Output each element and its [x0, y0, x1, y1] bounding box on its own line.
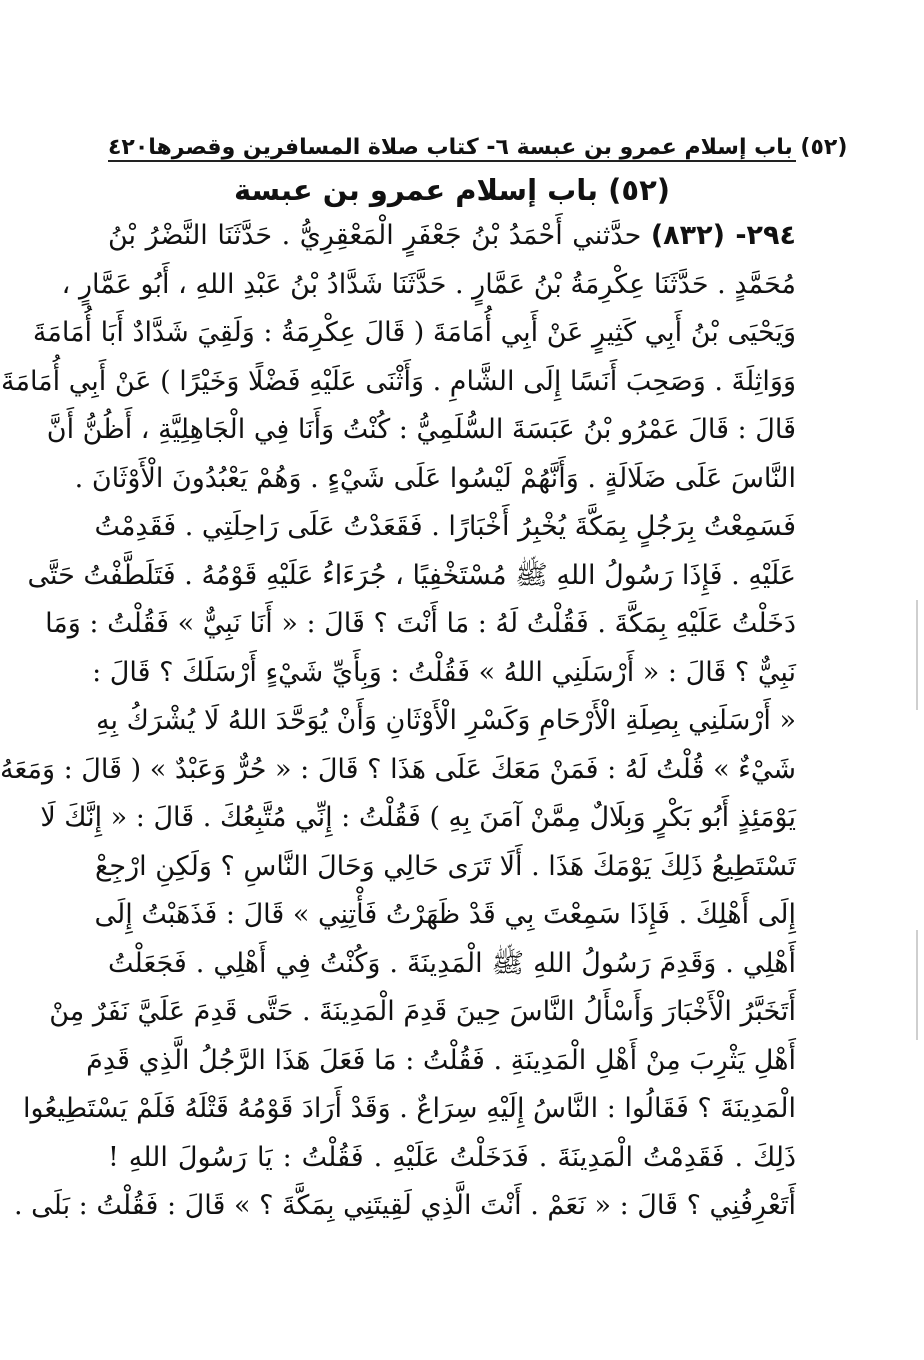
text-line: شَيْءٌ » قُلْتُ لَهُ : فَمَنْ مَعَكَ عَلَى هَذَا ؟ قَالَ : « حُرٌّ وَعَبْدٌ » ( قَالَ : وَمَعَهُ	[0, 753, 796, 785]
page-header	[108, 122, 848, 160]
text-line	[108, 212, 796, 261]
hadith-number: ٢٩٤- (٨٣٢)	[650, 220, 796, 251]
text-line: النَّاسَ عَلَى ضَلَالَةٍ . وَأَنَّهُمْ لَيْسُوا عَلَى شَيْءٍ . وَهُمْ يَعْبُدُونَ الْأَوْثَانَ .	[74, 462, 796, 494]
text-line: قَالَ : قَالَ عَمْرُو بْنُ عَبَسَةَ السُّلَمِيُّ : كُنْتُ وَأَنَا فِي الْجَاهِلِيَّةِ ، أَظُنُّ أَنَّ	[46, 414, 796, 445]
hadith-text	[0, 212, 796, 1231]
text-line: أَهْلِ يَثْرِبَ مِنْ أَهْلِ الْمَدِينَةِ . فَقُلْتُ : مَا فَعَلَ هَذَا الرَّجُلُ الَّذِي قَدِمَ	[86, 1044, 796, 1076]
header-rule	[108, 160, 796, 162]
text-line: فَسَمِعْتُ بِرَجُلٍ بِمَكَّةَ يُخْبِرُ أَخْبَارًا . فَقَعَدْتُ عَلَى رَاحِلَتِي . فَقَدِمْتُ	[94, 511, 796, 542]
text-line: أَتَخَبَّرُ الْأَخْبَارَ وَأَسْأَلُ النَّاسَ حِينَ قَدِمَ الْمَدِينَةَ . حَتَّى قَدِمَ عَلَيَّ نَفَرٌ مِنْ	[49, 996, 796, 1027]
page-edge-marks	[904, 0, 924, 1360]
running-title: (٥٢) باب إسلام عمرو بن عبسة ٦- كتاب صلاة المسافرين وقصرها	[148, 135, 848, 160]
text-line: عَلَيْهِ . فَإِذَا رَسُولُ اللهِ ﷺ مُسْتَخْفِيًا ، جُرَءَاءُ عَلَيْهِ قَوْمُهُ . فَتَلَطَّفْتُ حَتَّى	[27, 559, 796, 591]
text-line: دَخَلْتُ عَلَيْهِ بِمَكَّةَ . فَقُلْتُ لَهُ : مَا أَنْتَ ؟ قَالَ : « أَنَا نَبِيٌّ » فَقُلْتُ : وَمَا	[45, 608, 796, 639]
text-line: الْمَدِينَةَ ؟ فَقَالُوا : النَّاسُ إِلَيْهِ سِرَاعٌ . وَقَدْ أَرَادَ قَوْمُهُ قَتْلَهُ فَلَمْ يَسْتَطِيعُوا	[22, 1093, 796, 1124]
text-line: أَهْلِي . وَقَدِمَ رَسُولُ اللهِ ﷺ الْمَدِينَةَ . وَكُنْتُ فِي أَهْلِي . فَجَعَلْتُ	[108, 947, 796, 979]
text-line: تَسْتَطِيعُ ذَلِكَ يَوْمَكَ هَذَا . أَلَا تَرَى حَالِي وَحَالَ النَّاسِ ؟ وَلَكِنِ ارْجِعْ	[95, 850, 796, 882]
text-line: يَوْمَئِذٍ أَبُو بَكْرٍ وَبِلَالٌ مِمَّنْ آمَنَ بِهِ ) فَقُلْتُ : إِنِّي مُتَّبِعُكَ . قَالَ : « إِنَّكَ لَا	[40, 802, 796, 833]
page-number: ٤٢٠	[108, 135, 149, 160]
text-line: ذَلِكَ . فَقَدِمْتُ الْمَدِينَةَ . فَدَخَلْتُ عَلَيْهِ . فَقُلْتُ : يَا رَسُولَ اللهِ !	[108, 1141, 796, 1173]
text-line: وَوَاثِلَةَ . وَصَحِبَ أَنَسًا إِلَى الشَّامِ . وَأَثْنَى عَلَيْهِ فَضْلًا وَخَيْرًا ) عَنْ أَبِي أُمَامَةَ	[1, 365, 796, 397]
text-line: « أَرْسَلَنِي بِصِلَةِ الْأَرْحَامِ وَكَسْرِ الْأَوْثَانِ وَأَنْ يُوَحَّدَ اللهُ لَا يُشْرَكُ بِهِ	[96, 705, 796, 736]
text-line: نَبِيٌّ ؟ قَالَ : « أَرْسَلَنِي اللهُ » فَقُلْتُ : وَبِأَيِّ شَيْءٍ أَرْسَلَكَ ؟ قَالَ :	[92, 656, 796, 688]
text-line: أَتَعْرِفُنِي ؟ قَالَ : « نَعَمْ . أَنْتَ الَّذِي لَقِيتَنِي بِمَكَّةَ ؟ » قَالَ : فَقُلْتُ : بَلَى .	[13, 1190, 796, 1221]
edge-mark	[916, 930, 918, 1040]
text-line: وَيَحْيَى بْنُ أَبِي كَثِيرٍ عَنْ أَبِي أُمَامَةَ ( قَالَ عِكْرِمَةُ : وَلَقِيَ شَدَّادٌ أَبَا أُمَامَةَ	[32, 317, 796, 348]
text-line: إِلَى أَهْلِكَ . فَإِذَا سَمِعْتَ بِي قَدْ ظَهَرْتُ فَأْتِنِي » قَالَ : فَذَهَبْتُ إِلَى	[94, 899, 796, 930]
text-line-content: حدَّثني أَحْمَدُ بْنُ جَعْفَرٍ الْمَعْقِرِيُّ . حَدَّثَنَا النَّضْرُ بْنُ	[108, 220, 642, 251]
chapter-title: (٥٢) باب إسلام عمرو بن عبسة	[233, 173, 671, 207]
text-line: مُحَمَّدٍ . حَدَّثَنَا عِكْرِمَةُ بْنُ عَمَّارٍ . حَدَّثَنَا شَدَّادُ بْنُ عَبْدِ اللهِ ، أَبُو عَمَّارٍ ،	[61, 268, 796, 300]
edge-mark	[916, 600, 918, 710]
